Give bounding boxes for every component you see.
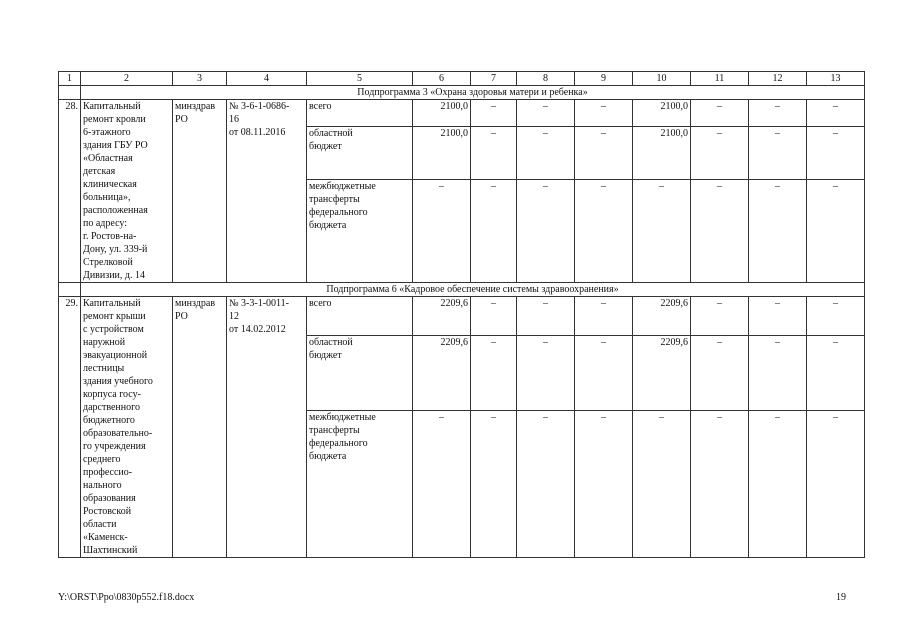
value-cell: –	[749, 127, 807, 180]
value-cell: –	[575, 179, 633, 282]
value-cell: 2209,6	[413, 335, 471, 410]
header-cell: 7	[471, 72, 517, 86]
header-cell: 13	[807, 72, 865, 86]
cell-line: «Областная	[83, 153, 133, 164]
subprogram-row	[59, 283, 865, 297]
value-cell: –	[691, 297, 749, 336]
cell-line: «Каменск-	[83, 532, 128, 543]
value-cell: –	[807, 335, 865, 410]
value-cell: –	[471, 410, 517, 557]
value-cell: –	[633, 410, 691, 557]
value-cell: –	[749, 410, 807, 557]
value-cell: 2209,6	[413, 297, 471, 336]
value-cell: –	[749, 100, 807, 127]
budget-table	[58, 71, 865, 558]
value-cell: –	[517, 179, 575, 282]
header-cell: 1	[59, 72, 81, 86]
cell-line: бюджета	[309, 219, 347, 231]
header-cell: 11	[691, 72, 749, 86]
cell-line: минздрав	[175, 101, 216, 112]
object-name	[81, 100, 173, 283]
file-path: Y:\ORST\Ppo\0830p552.f18.docx	[58, 592, 195, 603]
cell-line: 12	[229, 311, 239, 322]
row-number: 29.	[59, 297, 81, 558]
cell-line: здания ГБУ РО	[83, 140, 148, 151]
funding-source	[307, 297, 413, 336]
value-cell: –	[575, 410, 633, 557]
funding-source	[307, 410, 413, 557]
cell-line: детская	[83, 166, 116, 177]
cell-line: областной	[309, 128, 353, 140]
value-cell: –	[575, 335, 633, 410]
cell-line: бюджетного	[83, 415, 135, 426]
value-cell: –	[413, 179, 471, 282]
funding-source	[307, 179, 413, 282]
value-cell: 2100,0	[633, 100, 691, 127]
table-row	[59, 100, 865, 127]
cell-line: минздрав	[175, 298, 216, 309]
value-cell: –	[691, 335, 749, 410]
cell-line: федерального	[309, 206, 368, 218]
cell-line: Ростовской	[83, 506, 132, 517]
value-cell: 2100,0	[413, 127, 471, 180]
cell-line: больница»,	[83, 192, 131, 203]
cell-line: корпуса госу-	[83, 389, 141, 400]
value-cell: 2209,6	[633, 335, 691, 410]
cell-line: бюджет	[309, 349, 342, 361]
value-cell: –	[517, 100, 575, 127]
value-cell: 2100,0	[413, 100, 471, 127]
value-cell: –	[517, 127, 575, 180]
cell-line: лестницы	[83, 363, 125, 374]
cell-line: ремонт кровли	[83, 114, 146, 125]
value-cell: –	[575, 127, 633, 180]
cell-line: бюджета	[309, 450, 347, 462]
header-cell: 8	[517, 72, 575, 86]
value-cell: –	[807, 297, 865, 336]
cell-line: эвакуационной	[83, 350, 148, 361]
header-cell: 12	[749, 72, 807, 86]
value-cell: –	[807, 179, 865, 282]
cell-line: наружной	[83, 337, 126, 348]
cell-line: 16	[229, 114, 239, 125]
cell-line: г. Ростов-на-	[83, 231, 137, 242]
cell-line: образования	[83, 493, 136, 504]
cell-line: бюджет	[309, 141, 342, 153]
cell-line: межбюджетные	[309, 180, 376, 192]
document-ref	[227, 297, 307, 558]
header-cell: 3	[173, 72, 227, 86]
customer	[173, 100, 227, 283]
value-cell: –	[807, 127, 865, 180]
subprogram-title: Подпрограмма 3 «Охрана здоровья матери и ребенка»	[81, 86, 865, 100]
cell-line: профессио-	[83, 467, 133, 478]
cell-line: № 3-3-1-0011-	[229, 298, 289, 309]
cell-line: ремонт крыши	[83, 311, 146, 322]
cell-line: среднего	[83, 454, 121, 465]
value-cell: 2209,6	[633, 297, 691, 336]
value-cell: –	[471, 297, 517, 336]
cell-line: трансферты	[309, 193, 360, 205]
value-cell: –	[691, 127, 749, 180]
value-cell: –	[517, 297, 575, 336]
value-cell: –	[749, 179, 807, 282]
funding-source	[307, 100, 413, 127]
cell-line: расположенная	[83, 205, 148, 216]
value-cell: –	[517, 410, 575, 557]
customer	[173, 297, 227, 558]
table-row	[59, 297, 865, 336]
value-cell: –	[749, 335, 807, 410]
cell-line: здания учебного	[83, 376, 153, 387]
cell-line: образовательно-	[83, 428, 153, 439]
funding-source	[307, 335, 413, 410]
header-cell: 4	[227, 72, 307, 86]
cell-line: клиническая	[83, 179, 137, 190]
header-cell: 10	[633, 72, 691, 86]
value-cell: –	[471, 100, 517, 127]
cell-line: Стрелковой	[83, 257, 133, 268]
funding-source	[307, 127, 413, 180]
empty-cell	[59, 86, 81, 100]
value-cell: –	[807, 100, 865, 127]
header-cell: 2	[81, 72, 173, 86]
page-number: 19	[836, 592, 846, 603]
cell-line: по адресу:	[83, 218, 128, 229]
cell-line: нального	[83, 480, 122, 491]
cell-line: всего	[309, 101, 332, 112]
cell-line: с устройством	[83, 324, 144, 335]
cell-line: от 14.02.2012	[229, 324, 286, 335]
cell-line: Шахтинский	[83, 545, 138, 556]
value-cell: 2100,0	[633, 127, 691, 180]
value-cell: –	[691, 100, 749, 127]
subprogram-row	[59, 86, 865, 100]
value-cell: –	[471, 179, 517, 282]
object-name	[81, 297, 173, 558]
header-cell: 5	[307, 72, 413, 86]
value-cell: –	[575, 100, 633, 127]
subprogram-title: Подпрограмма 6 «Кадровое обеспечение системы здравоохранения»	[81, 283, 865, 297]
header-row	[59, 72, 865, 86]
cell-line: области	[83, 519, 117, 530]
cell-line: РО	[175, 114, 188, 125]
value-cell: –	[807, 410, 865, 557]
value-cell: –	[575, 297, 633, 336]
header-cell: 9	[575, 72, 633, 86]
cell-line: го учреждения	[83, 441, 146, 452]
cell-line: федерального	[309, 437, 368, 449]
value-cell: –	[749, 297, 807, 336]
cell-line: всего	[309, 298, 332, 309]
empty-cell	[59, 283, 81, 297]
value-cell: –	[471, 127, 517, 180]
cell-line: № 3-6-1-0686-	[229, 101, 290, 112]
cell-line: 6-этажного	[83, 127, 131, 138]
value-cell: –	[633, 179, 691, 282]
cell-line: от 08.11.2016	[229, 127, 286, 138]
cell-line: Дону, ул. 339-й	[83, 244, 148, 255]
header-cell: 6	[413, 72, 471, 86]
value-cell: –	[517, 335, 575, 410]
cell-line: межбюджетные	[309, 411, 376, 423]
value-cell: –	[471, 335, 517, 410]
cell-line: дарственного	[83, 402, 140, 413]
document-ref	[227, 100, 307, 283]
cell-line: Дивизии, д. 14	[83, 270, 145, 281]
cell-line: Капитальный	[83, 101, 141, 112]
row-number: 28.	[59, 100, 81, 283]
cell-line: Капитальный	[83, 298, 141, 309]
value-cell: –	[691, 410, 749, 557]
value-cell: –	[413, 410, 471, 557]
cell-line: областной	[309, 336, 353, 348]
cell-line: трансферты	[309, 424, 360, 436]
cell-line: РО	[175, 311, 188, 322]
value-cell: –	[691, 179, 749, 282]
